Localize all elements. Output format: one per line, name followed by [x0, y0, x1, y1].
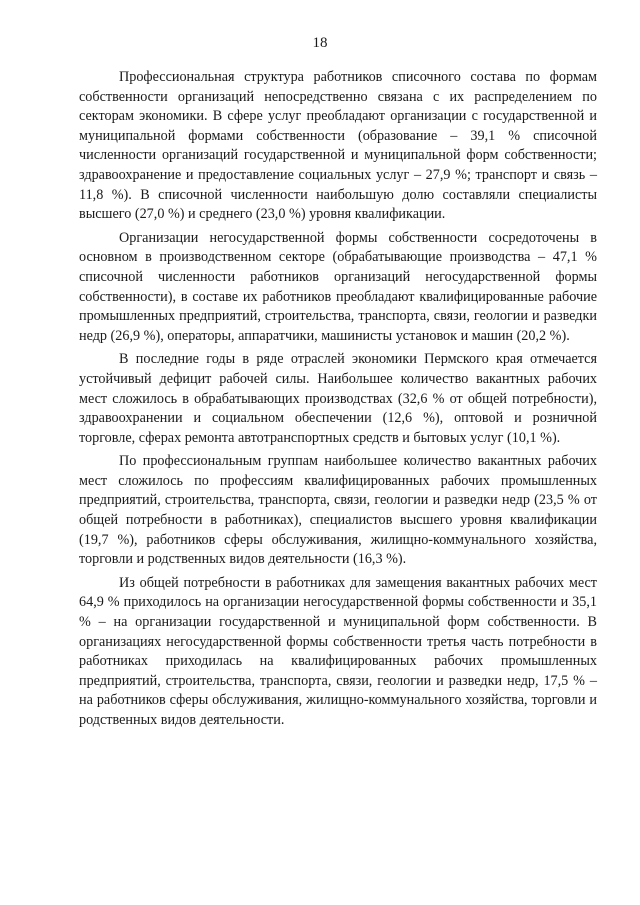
paragraph-labor-shortage: В последние годы в ряде отраслей экономики Пермского края отмечается устойчивый дефицит рабочей силы. Наибольшее количество вакантных рабочих мест сложилось в обрабатывающих производствах (32,6 % от общей потребности), здравоохранении и социальном обеспечении (12,6 %), оптовой и розничной торговле, сферах ремонта автотранспортных средств и бытовых услуг (10,1 %).: [79, 351, 597, 446]
page-number: 18: [312, 35, 328, 51]
paragraph-professional-structure: Профессиональная структура работников списочного состава по формам собственности организаций непосредственно связана с их распределением по секторам экономики. В сфере услуг преобладают организации с государственной и муниципальной формами собственности (образование – 39,1 % списочной численности организаций государственной и муниципальной форм собственности; здравоохранение и предоставление социальных услуг – 27,9 %; транспорт и связь – 11,8 %). В списочной численности наибольшую долю составляли специалисты высшего (27,0 %) и среднего (23,0 %) уровня квалификации.: [79, 69, 597, 223]
body-text: [79, 68, 597, 735]
paragraph-total-demand: Из общей потребности в работниках для замещения вакантных рабочих мест 64,9 % приходилось на организации негосударственной формы собственности и 35,1 % – на организации государственной и муниципальной форм собственности. В организациях негосударственной формы собственности третья часть потребности в работниках приходилась на квалифицированных рабочих промышленных предприятий, строительства, транспорта, связи, геологии и разведки недр, 17,5 % – на работников сферы обслуживания, жилищно-коммунального хозяйства, торговли и родственных видов деятельности.: [79, 574, 597, 728]
paragraph-professional-groups: По профессиональным группам наибольшее количество вакантных рабочих мест сложилось по профессиям квалифицированных рабочих промышленных предприятий, строительства, транспорта, связи, геологии и разведки недр (23,5 % от общей потребности в работниках), специалистов высшего уровня квалификации (19,7 %), работников сферы обслуживания, жилищно-коммунального хозяйства, торговли и родственных видов деятельности (16,3 %).: [79, 453, 597, 568]
paragraph-non-state-organizations: Организации негосударственной формы собственности сосредоточены в основном в производственном секторе (обрабатывающие производства – 47,1 % списочной численности работников организаций негосударственной формы собственности), в составе их работников преобладают квалифицированные рабочие промышленных предприятий, строительства, транспорта, связи, геологии и разведки недр (26,9 %), операторы, аппаратчики, машинисты установок и машин (20,2 %).: [79, 229, 597, 344]
